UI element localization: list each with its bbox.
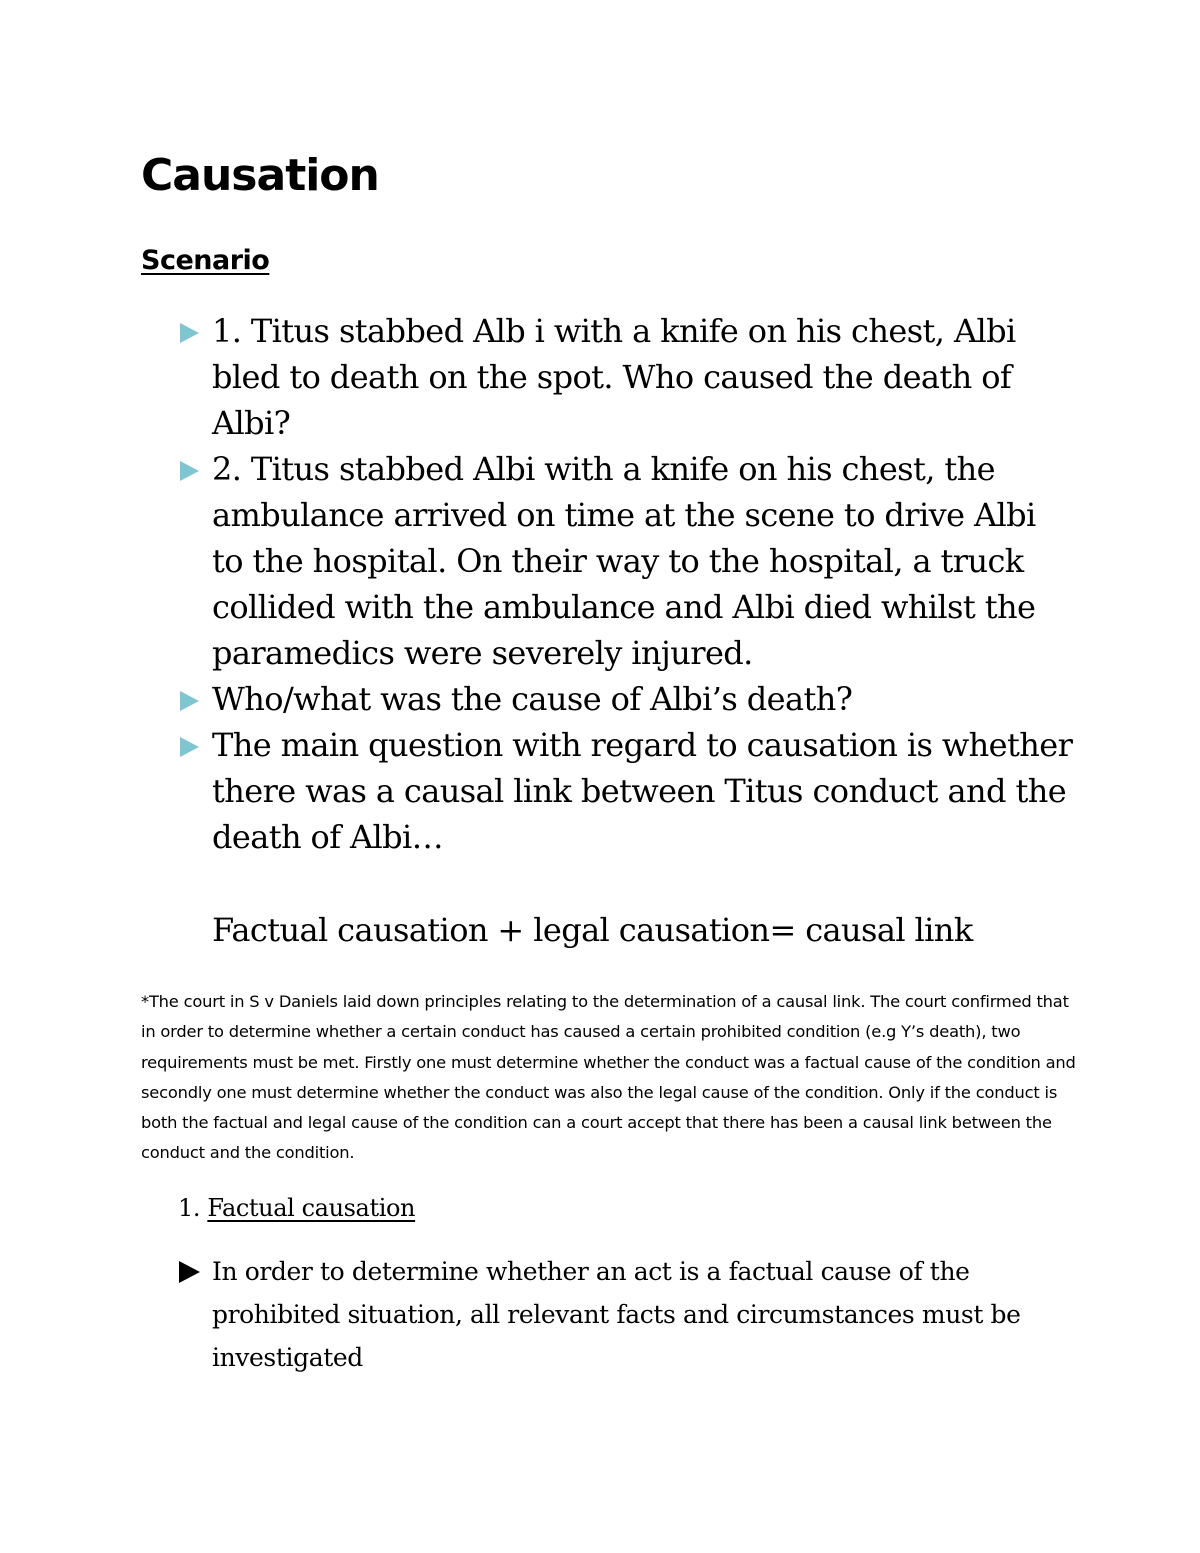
list-item — [176, 308, 1076, 446]
bullet-text: The main question with regard to causation is whether there was a causal link between Titus conduct and the death of Albi… — [212, 726, 1073, 856]
section-title: Factual causation — [207, 1194, 416, 1222]
triangle-bullet-icon — [180, 691, 199, 711]
triangle-bullet-icon — [180, 461, 199, 481]
section-heading-factual-causation — [178, 1189, 415, 1227]
factual-causation-bullet-list — [176, 1250, 1076, 1379]
scenario-bullet-list — [176, 308, 1076, 860]
scenario-heading: Scenario — [141, 245, 270, 276]
causation-formula: Factual causation + legal causation= causal link — [212, 911, 973, 949]
bullet-text: Who/what was the cause of Albi’s death? — [212, 680, 853, 718]
bullet-text: 1. Titus stabbed Alb i with a knife on his chest, Albi bled to death on the spot. Who caused the death of Albi? — [212, 312, 1016, 442]
list-item — [176, 722, 1076, 860]
list-item — [176, 1250, 1076, 1379]
document-title: Causation — [141, 150, 379, 201]
triangle-bullet-icon — [180, 737, 199, 757]
list-item — [176, 446, 1076, 676]
triangle-bullet-icon — [180, 323, 199, 343]
bullet-text: In order to determine whether an act is a factual cause of the prohibited situation, all relevant facts and circumstances must be investigated — [212, 1257, 1021, 1372]
case-note-paragraph: *The court in S v Daniels laid down principles relating to the determination of a causal link. The court confirmed that in order to determine whether a certain conduct has caused a certain prohibited condition (e.g Y’s death), two requirements must be met. Firstly one must determine whether the conduct was a factual cause of the condition and secondly one must determine whether the conduct was also the legal cause of the condition. Only if the conduct is both the factual and legal cause of the condition can a court accept that there has been a causal link between the conduct and the condition. — [141, 992, 1076, 1163]
list-item — [176, 676, 1076, 722]
triangle-bullet-icon — [179, 1261, 200, 1283]
bullet-text: 2. Titus stabbed Albi with a knife on his chest, the ambulance arrived on time at the scene to drive Albi to the hospital. On their way to the hospital, a truck collided with the ambulance and Albi died whilst the paramedics were severely injured. — [212, 450, 1036, 672]
section-number: 1. — [178, 1194, 201, 1222]
